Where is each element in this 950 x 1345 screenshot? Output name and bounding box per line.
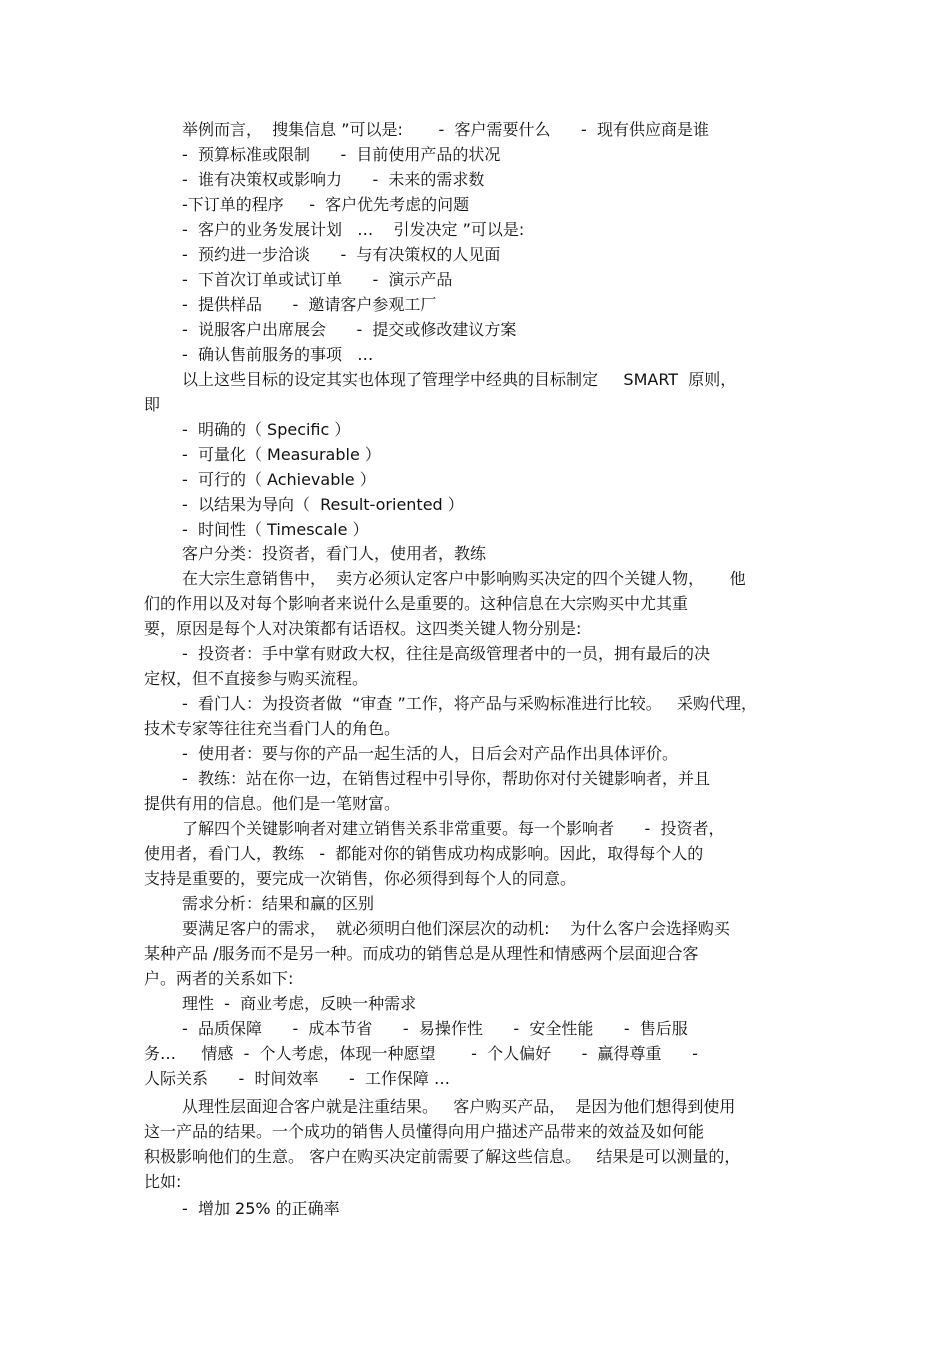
text-line: - 确认售前服务的事项 … <box>182 345 374 364</box>
text-line: - 教练：站在你一边，在销售过程中引导你，帮助你对付关键影响者，并且 <box>182 769 710 788</box>
text-line: 积极影响他们的生意。 客户在购买决定前需要了解这些信息。 结果是可以测量的， <box>144 1147 741 1166</box>
text-line: - 客户的业务发展计划 … 引发决定 ”可以是: <box>182 220 525 239</box>
text-line: 支持是重要的，要完成一次销售，你必须得到每个人的同意。 <box>144 869 577 888</box>
text-line: 技术专家等往往充当看门人的角色。 <box>144 719 401 738</box>
text-line: 即 <box>144 395 161 414</box>
text-line: - 下首次订单或试订单 - 演示产品 <box>182 270 453 289</box>
text-line: 举例而言， 搜集信息 ”可以是: - 客户需要什么 - 现有供应商是谁 <box>182 120 709 139</box>
text-line: - 增加 25% 的正确率 <box>182 1199 340 1218</box>
text-line: - 明确的（ Specific ） <box>182 420 351 439</box>
text-line: - 使用者：要与你的产品一起生活的人，日后会对产品作出具体评价。 <box>182 744 678 763</box>
text-line: - 预约进一步洽谈 - 与有决策权的人见面 <box>182 245 501 264</box>
text-line: 户。两者的关系如下: <box>144 969 294 988</box>
text-line: - 谁有决策权或影响力 - 未来的需求数 <box>182 170 485 189</box>
text-line: -下订单的程序 - 客户优先考虑的问题 <box>182 195 470 214</box>
text-line: - 可行的（ Achievable ） <box>182 470 376 489</box>
text-line: - 时间性（ Timescale ） <box>182 520 369 539</box>
text-line: 在大宗生意销售中， 卖方必须认定客户中影响购买决定的四个关键人物， 他 <box>182 569 746 588</box>
text-line: - 以结果为导向（ Result-oriented ） <box>182 495 464 514</box>
text-line: 比如: <box>144 1172 182 1191</box>
text-line: 要满足客户的需求， 就必须明白他们深层次的动机: 为什么客户会选择购买 <box>182 919 730 938</box>
text-line: 从理性层面迎合客户就是注重结果。 客户购买产品， 是因为他们想得到使用 <box>182 1097 736 1116</box>
text-line: 以上这些目标的设定其实也体现了管理学中经典的目标制定 SMART 原则， <box>182 370 737 389</box>
text-line: - 看门人：为投资者做 “审查 ”工作，将产品与采购标准进行比较。 采购代理， <box>182 694 758 713</box>
text-line: 人际关系 - 时间效率 - 工作保障 … <box>144 1069 451 1088</box>
text-line: 客户分类：投资者，看门人，使用者，教练 <box>182 544 487 563</box>
text-line: - 可量化（ Measurable ） <box>182 445 381 464</box>
text-line: 务… 情感 - 个人考虑，体现一种愿望 - 个人偏好 - 赢得尊重 - <box>144 1044 698 1063</box>
text-line: - 说服客户出席展会 - 提交或修改建议方案 <box>182 320 517 339</box>
text-line: 定权，但不直接参与购买流程。 <box>144 669 369 688</box>
text-line: 了解四个关键影响者对建立销售关系非常重要。每一个影响者 - 投资者， <box>182 819 725 838</box>
text-line: - 提供样品 - 邀请客户参观工厂 <box>182 295 437 314</box>
text-line: 需求分析：结果和赢的区别 <box>182 894 375 913</box>
text-line: 要，原因是每个人对决策都有话语权。这四类关键人物分别是: <box>144 619 582 638</box>
text-line: 这一产品的结果。一个成功的销售人员懂得向用户描述产品带来的效益及如何能 <box>144 1122 705 1141</box>
text-line: - 预算标准或限制 - 目前使用产品的状况 <box>182 145 501 164</box>
text-line: 提供有用的信息。他们是一笔财富。 <box>144 794 401 813</box>
text-line: - 品质保障 - 成本节省 - 易操作性 - 安全性能 - 售后服 <box>182 1019 688 1038</box>
text-line: 使用者，看门人，教练 - 都能对你的销售成功构成影响。因此，取得每个人的 <box>144 844 704 863</box>
text-line: 们的作用以及对每个影响者来说什么是重要的。这种信息在大宗购买中尤其重 <box>144 594 689 613</box>
text-line: 理性 - 商业考虑，反映一种需求 <box>182 994 417 1013</box>
text-line: 某种产品 /服务而不是另一种。而成功的销售总是从理性和情感两个层面迎合客 <box>144 944 699 963</box>
text-line: - 投资者：手中掌有财政大权，往往是高级管理者中的一员，拥有最后的决 <box>182 644 710 663</box>
